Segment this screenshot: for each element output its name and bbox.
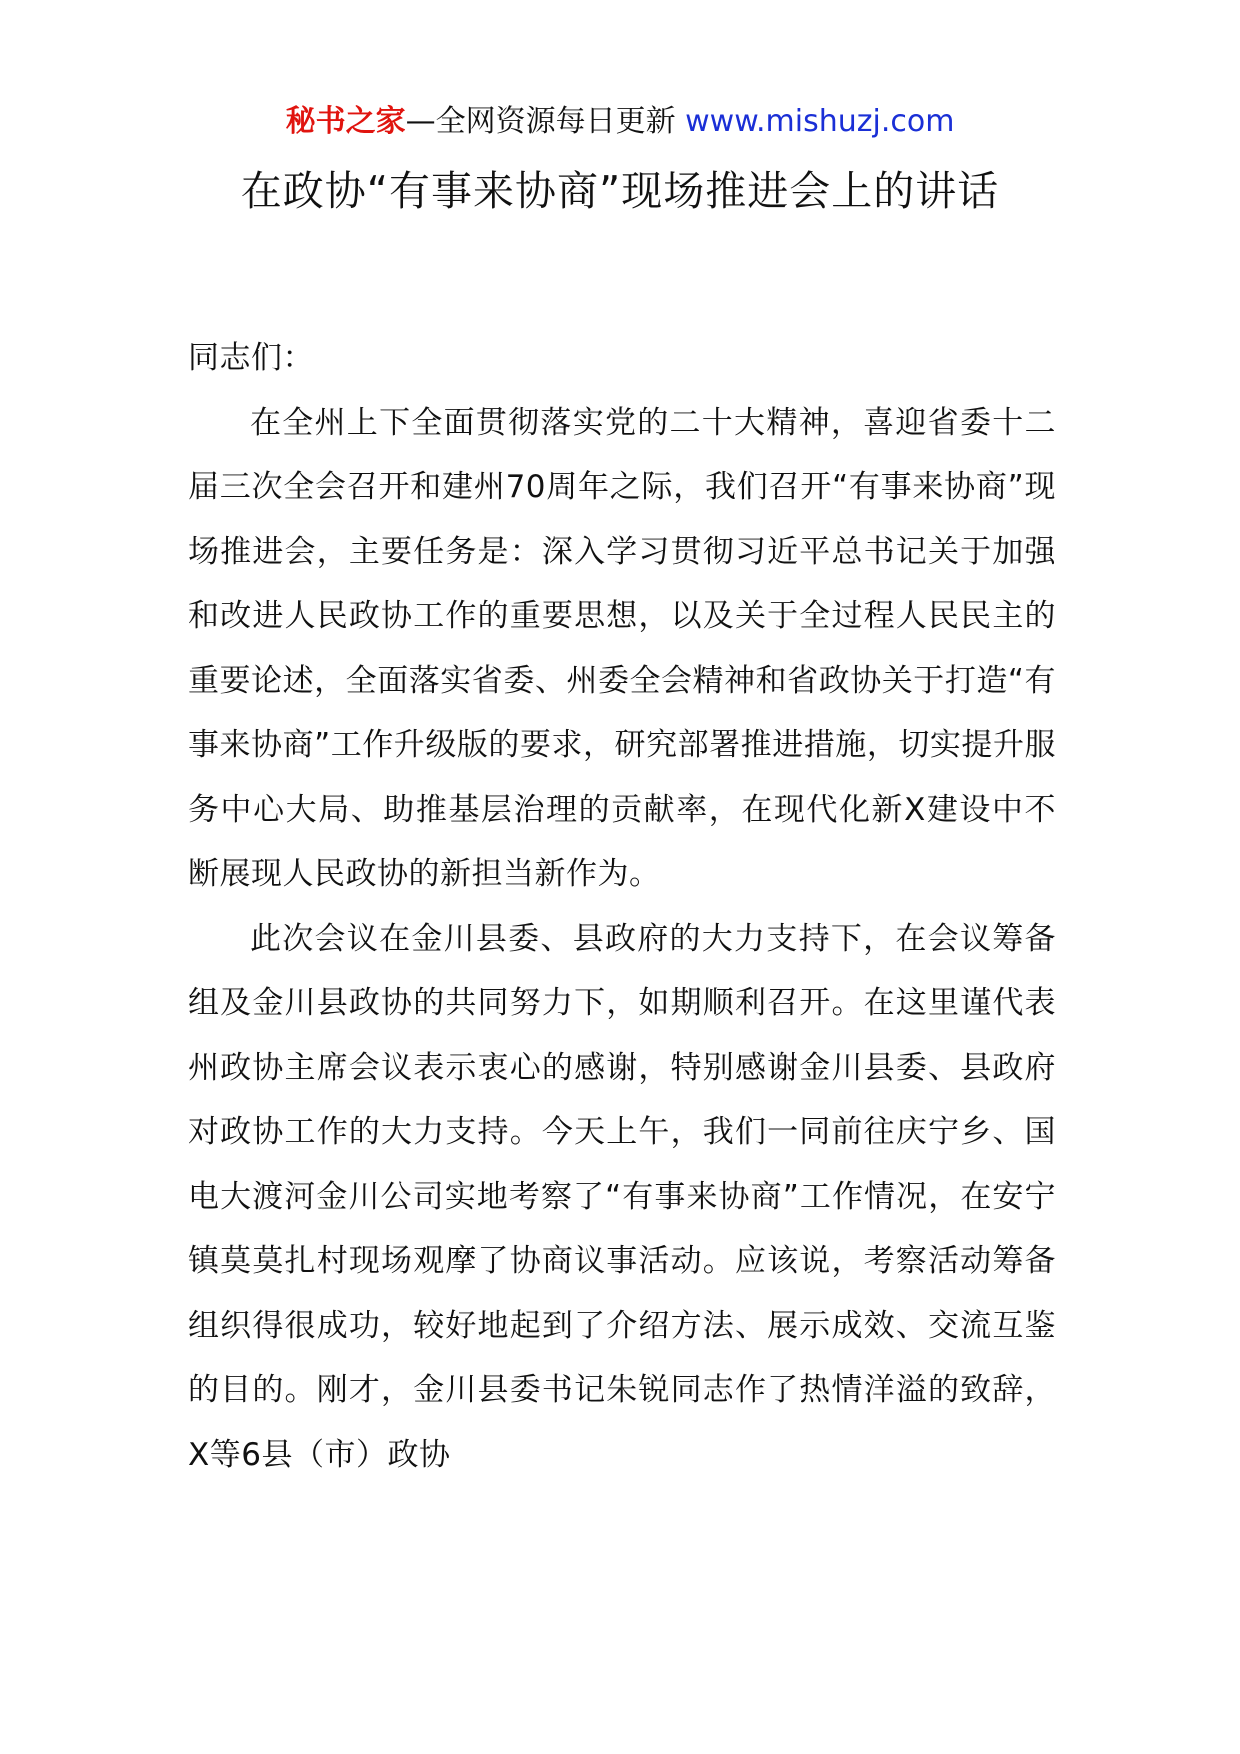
paragraph: 此次会议在金川县委、县政府的大力支持下，在会议筹备组及金川县政协的共同努力下，如期顺利召开。在这里谨代表州政协主席会议表示衷心的感谢，特别感谢金川县委、县政府对政协工作的大力支持。今天上午，我们一同前往庆宁乡、国电大渡河金川公司实地考察了“有事来协商”工作情况，在安宁镇莫莫扎村现场观摩了协商议事活动。应该说，考察活动筹备组织得很成功，较好地起到了介绍方法、展示成效、交流互鉴的目的。刚才，金川县委书记朱锐同志作了热情洋溢的致辞，X等6县（市）政协 [188,920,1056,1473]
document-title: 在政协“有事来协商”现场推进会上的讲话 [240,167,1000,215]
paragraph: 在全州上下全面贯彻落实党的二十大精神，喜迎省委十二届三次全会召开和建州70周年之际，我们召开“有事来协商”现场推进会，主要任务是：深入学习贯彻习近平总书记关于加强和改进人民政协工作的重要思想，以及关于全过程人民民主的重要论述，全面落实省委、州委全会精神和省政协关于打造“有事来协商”工作升级版的要求，研究部署推进措施，切实提升服务中心大局、助推基层治理的贡献率，在现代化新X建设中不断展现人民政协的新担当新作为。 [188,404,1056,892]
site-url-link[interactable]: www.mishuzj.com [685,104,955,139]
site-header [0,100,1240,144]
document-body [188,326,1056,1487]
header-tagline: —全网资源每日更新 [405,104,686,139]
salutation: 同志们： [188,340,314,376]
brand-name: 秘书之家 [285,104,406,139]
